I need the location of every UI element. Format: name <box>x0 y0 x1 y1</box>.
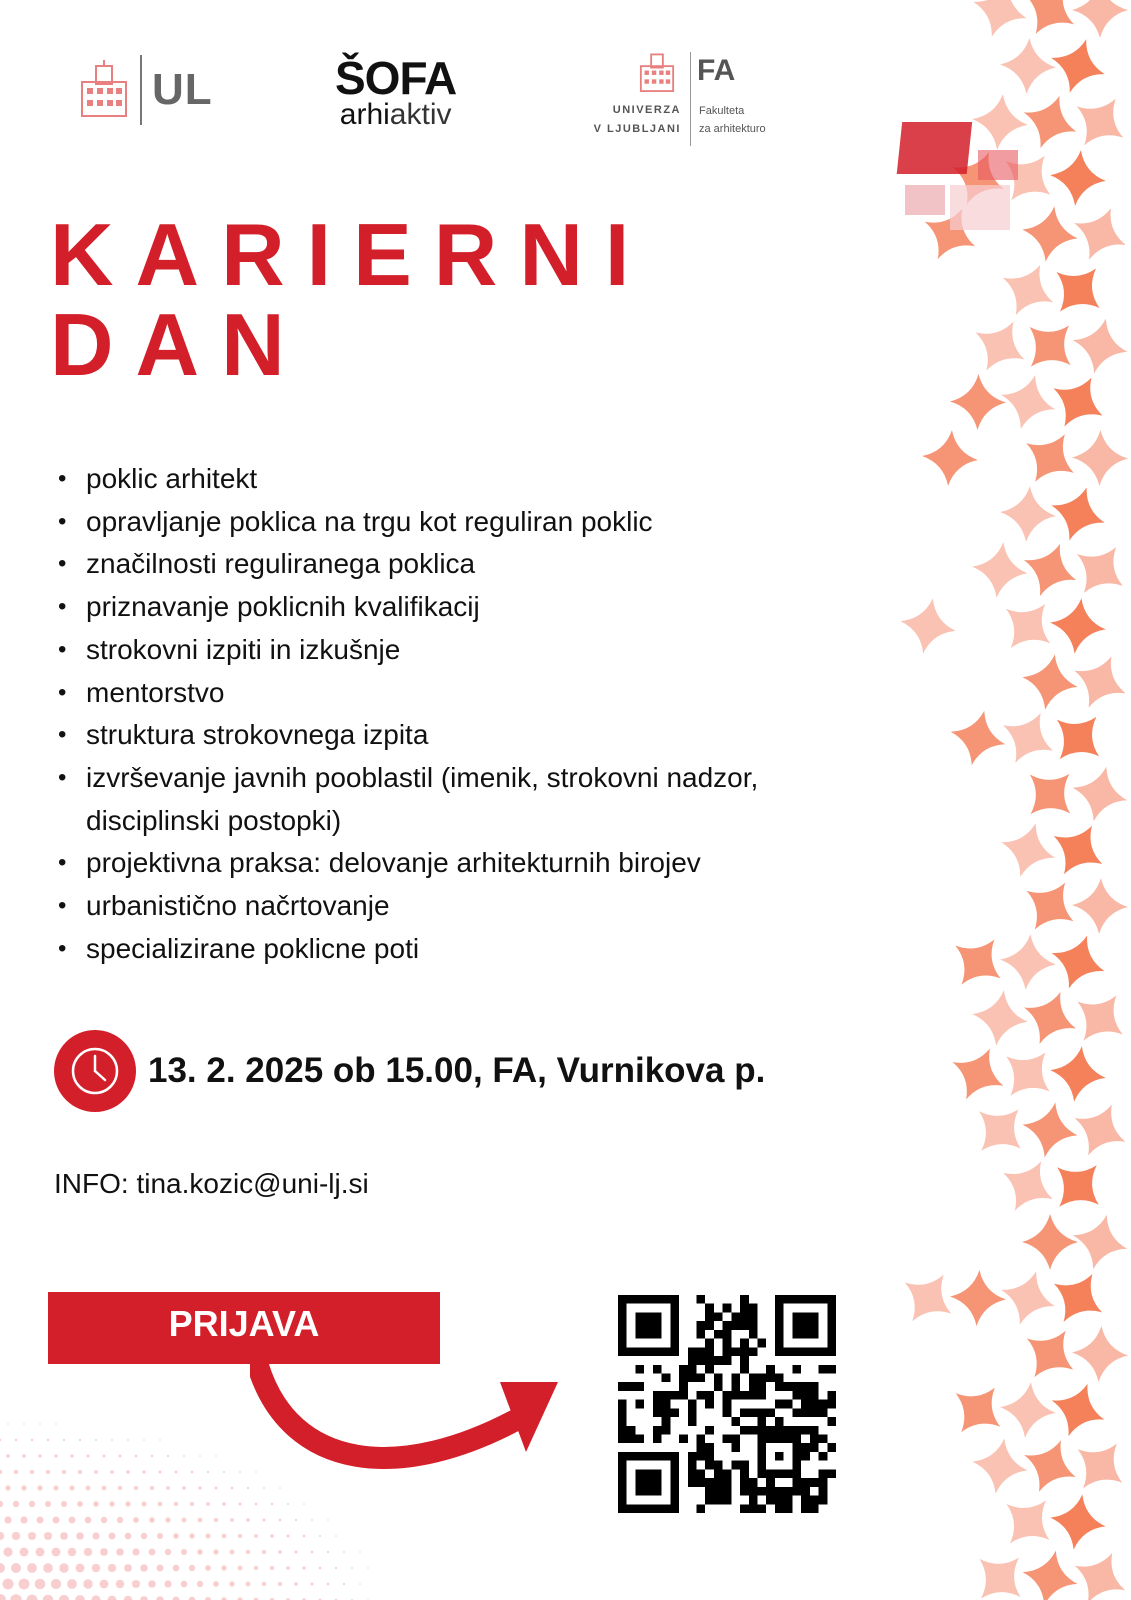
topic-item: • struktura strokovnega izpita <box>58 714 858 757</box>
topic-item: • izvrševanje javnih pooblastil (imenik, strokovni nadzor, disciplinski postopki) <box>58 757 858 842</box>
topics-list <box>58 458 858 970</box>
page-title <box>50 205 652 394</box>
topic-item: • urbanistično načrtovanje <box>58 885 858 928</box>
event-datetime <box>54 1030 765 1112</box>
event-datetime-text: 13. 2. 2025 ob 15.00, FA, Vurnikova p. <box>148 1051 766 1090</box>
fa-logo-university-line1: UNIVERZA <box>612 104 681 116</box>
qr-code[interactable] <box>618 1295 836 1513</box>
university-building-icon <box>78 60 130 120</box>
fa-logo-faculty-line1: Fakulteta <box>699 105 745 117</box>
fa-logo-university-line2: V LJUBLJANI <box>593 123 681 135</box>
topic-item: • specializirane poklicne poti <box>58 928 858 971</box>
clock-icon <box>54 1030 136 1112</box>
topic-item: • priznavanje poklicnih kvalifikacij <box>58 586 858 629</box>
arhiaktiv-logo-text <box>335 98 456 131</box>
fa-logo-faculty-line2: za arhitekturo <box>699 123 766 135</box>
topic-item: • projektivna praksa: delovanje arhitekturnih birojev <box>58 842 858 885</box>
arrow-icon <box>250 1360 570 1490</box>
contact-info[interactable]: INFO: tina.kozic@uni-lj.si <box>54 1168 369 1199</box>
sofa-logo-text: ŠOFA <box>335 52 457 104</box>
ul-logo <box>78 55 213 125</box>
sofa-logo <box>335 52 457 131</box>
arhiaktiv-b: aktiv <box>389 98 452 131</box>
topic-item: • značilnosti reguliranega poklica <box>58 543 858 586</box>
ul-logo-text: UL <box>152 65 213 114</box>
topic-item: • opravljanje poklica na trgu kot reguliran poklic <box>58 501 858 544</box>
title-line-1: KARIERNI <box>50 205 652 304</box>
fa-logo <box>595 48 795 148</box>
topic-item: • strokovni izpiti in izkušnje <box>58 629 858 672</box>
arhiaktiv-a: arhi <box>339 98 390 131</box>
topic-item: • poklic arhitekt <box>58 458 858 501</box>
title-line-2: DAN <box>50 295 307 394</box>
registration-button[interactable]: PRIJAVA <box>48 1292 440 1364</box>
topic-item: • mentorstvo <box>58 672 858 715</box>
faculty-building-icon <box>635 50 679 94</box>
fa-logo-code: FA <box>697 54 736 87</box>
